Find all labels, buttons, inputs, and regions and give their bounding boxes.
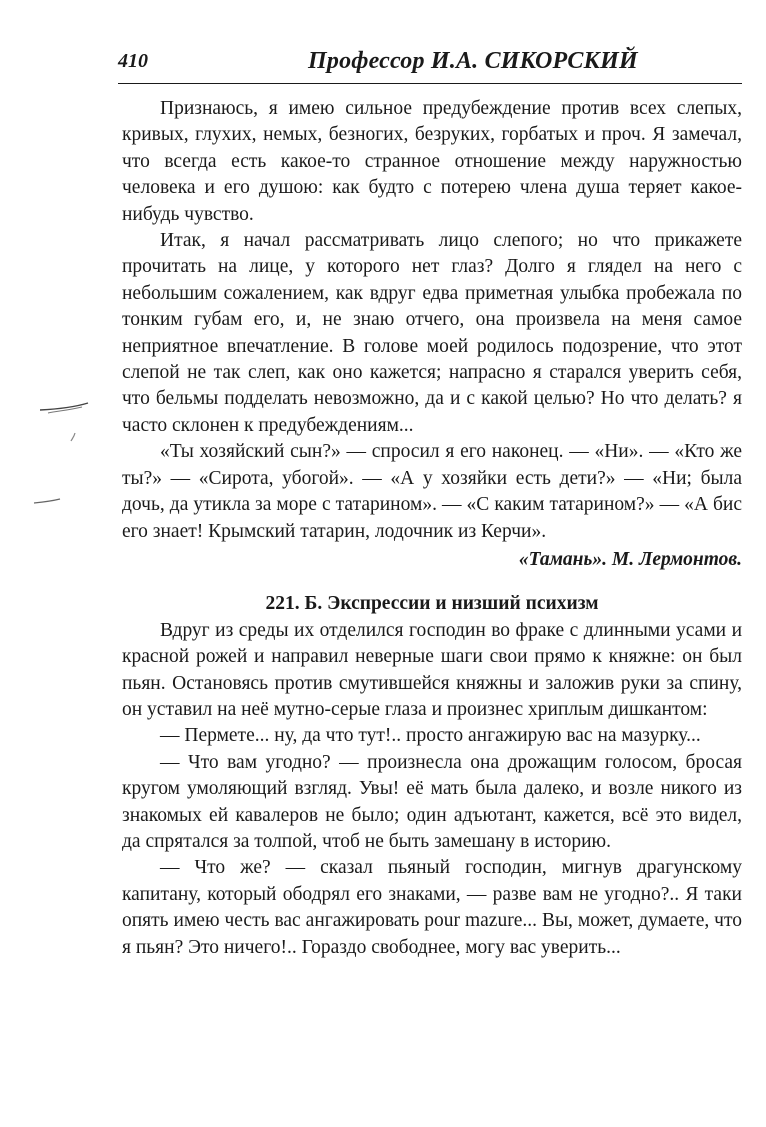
paragraph: «Ты хозяйский сын?» — спросил я его наконец. — «Ни». — «Кто же ты?» — «Сирота, убогой». — «А у хозяйки есть дети?» — «Ни; была дочь, да утикла за море с татарином». — «С каким татарином?» — «А бис его знает! Крымский татарин, лодочник из Керчи». (122, 441, 742, 542)
margin-pencil-mark (30, 395, 90, 505)
paragraph: — Что же? — сказал пьяный господин, мигнув драгунскому капитану, который ободрял его знаками, — разве вам не угодно?.. Я таки опять имею честь вас ангажировать pour mazure... Вы, может, думаете, что я пьян? Это ничего!.. Гораздо свободнее, могу вас уверить... (122, 857, 742, 958)
section-heading: 221. Б. Экспрессии и низший психизм (265, 593, 599, 615)
paragraph: Итак, я начал рассматривать лицо слепого; но что прикажете прочитать на лице, у которого нет глаз? Долго я глядел на него с небольшим сожалением, как вдруг едва приметная улыбка пробежала по тонким губам его, и, не знаю отчего, она произвела на меня самое неприятное впечатление. В голове моей родилось подозрение, что этот слепой не так слеп, как оно кажется; напрасно я старался уверить себя, что бельмы подделать невозможно, да и с какой целью? Но что делать? я часто склонен к предубеждениям... (122, 230, 742, 436)
body-text (122, 96, 742, 961)
page-header (118, 50, 742, 82)
page-number: 410 (118, 50, 148, 72)
running-title: Профессор И.А. СИКОРСКИЙ (308, 48, 638, 74)
paragraph: — Пермете... ну, да что тут!.. просто ангажирую вас на мазурку... (160, 725, 701, 747)
quote-attribution: «Тамань». М. Лермонтов. (518, 548, 742, 570)
paragraph: Признаюсь, я имею сильное предубеждение против всех слепых, кривых, глухих, немых, безногих, безруких, горбатых и проч. Я замечал, что всегда есть какое-то странное отношение между наружностью человека и его душою: как будто с потерею члена душа теряет какое-нибудь чувство. (122, 98, 742, 225)
paragraph: Вдруг из среды их отделился господин во фраке с длинными усами и красной рожей и направил неверные шаги свои прямо к княжне: он был пьян. Остановясь против смутившейся княжны и заложив руки за спину, он уставил на неё мутно-серые глаза и произнес хриплым дишкантом: (122, 619, 742, 720)
paragraph: — Что вам угодно? — произнесла она дрожащим голосом, бросая кругом умоляющий взгляд. Увы! её мать была далеко, и возле никого из знакомых ей кавалеров не было; один адъютант, кажется, всё это видел, да спрятался за толпой, чтоб не быть замешану в историю. (122, 751, 742, 852)
header-rule (118, 83, 742, 84)
